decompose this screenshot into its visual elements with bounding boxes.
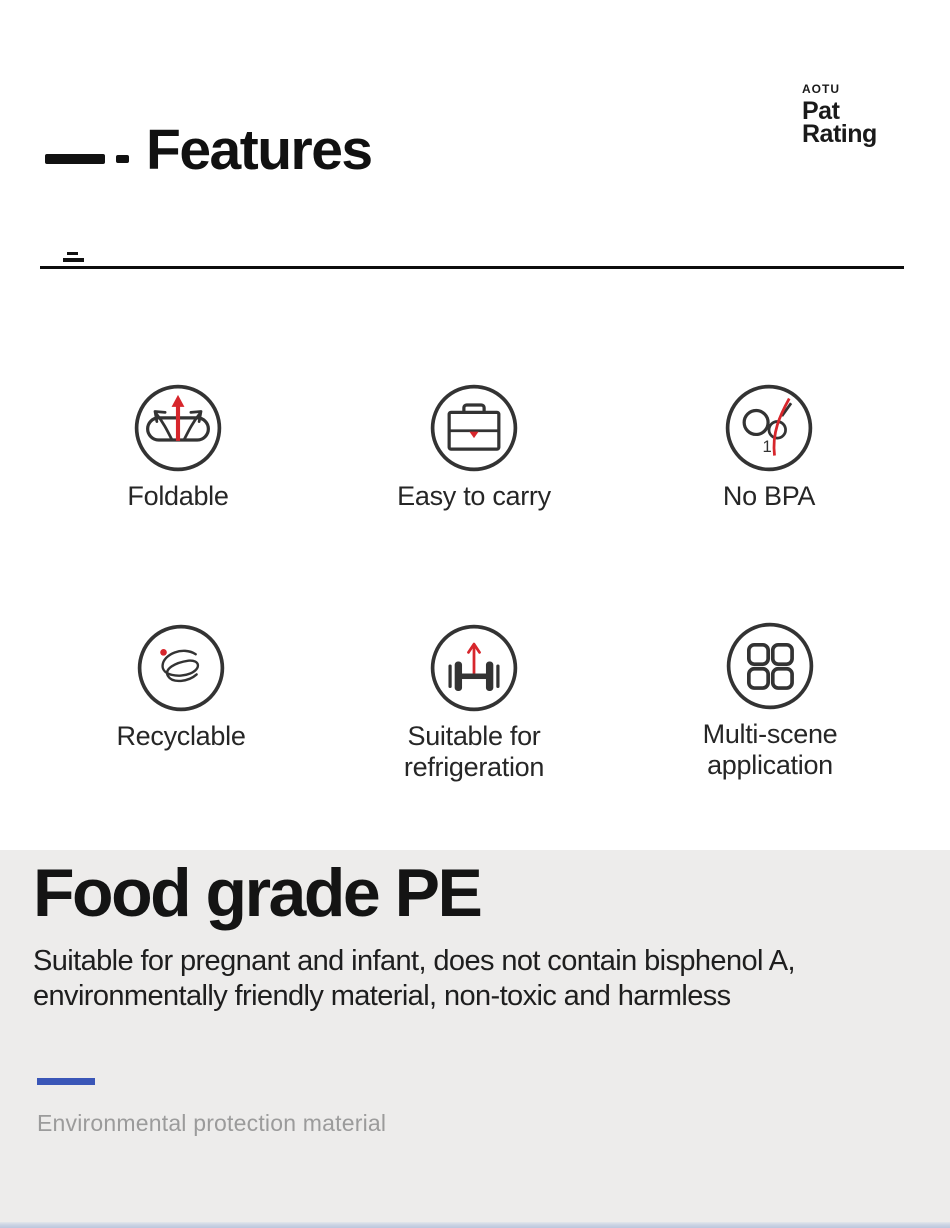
feature-card-multi-scene	[620, 620, 920, 781]
recyclable-icon	[31, 622, 331, 714]
material-description-line2: environmentally friendly material, non-toxic and harmless	[33, 980, 731, 1012]
feature-label: No BPA	[722, 481, 816, 511]
feature-card-recyclable	[31, 622, 331, 752]
equals-mark-icon	[63, 258, 84, 262]
briefcase-icon	[324, 382, 624, 474]
bottom-strip	[0, 1222, 950, 1228]
brand-name-line1: Pat	[802, 97, 840, 125]
material-description-line1: Suitable for pregnant and infant, does not contain bisphenol A,	[33, 945, 795, 977]
feature-card-foldable	[28, 382, 328, 512]
material-title: Food grade PE	[33, 855, 481, 931]
material-section	[0, 850, 950, 1228]
feature-label: Easy to carry	[397, 481, 551, 511]
page-title: Features	[146, 118, 372, 182]
no-bpa-icon	[619, 382, 919, 474]
brand-name-line2: Rating	[802, 120, 877, 148]
material-footnote: Environmental protection material	[37, 1110, 387, 1136]
feature-card-easy-to-carry	[324, 382, 624, 512]
title-dot-icon	[116, 155, 129, 163]
dumbbell-arrow-icon	[324, 622, 624, 714]
foldable-icon	[28, 382, 328, 474]
brand-logo	[802, 82, 877, 146]
grid-squares-icon	[620, 620, 920, 712]
feature-label: Recyclable	[116, 721, 246, 751]
material-description	[33, 944, 933, 1014]
feature-label: Suitable for refrigeration	[403, 721, 545, 782]
divider-line	[40, 266, 904, 269]
blue-accent-bar	[37, 1078, 95, 1085]
feature-label: Multi-scene application	[702, 719, 838, 780]
feature-card-refrigeration	[324, 622, 624, 783]
equals-mark-icon	[67, 252, 78, 255]
feature-label: Foldable	[127, 481, 229, 511]
svg-text:1: 1	[762, 436, 772, 456]
feature-card-no-bpa	[619, 382, 919, 512]
title-dash-icon	[45, 154, 105, 164]
brand-top-text: AOTU	[802, 82, 840, 96]
